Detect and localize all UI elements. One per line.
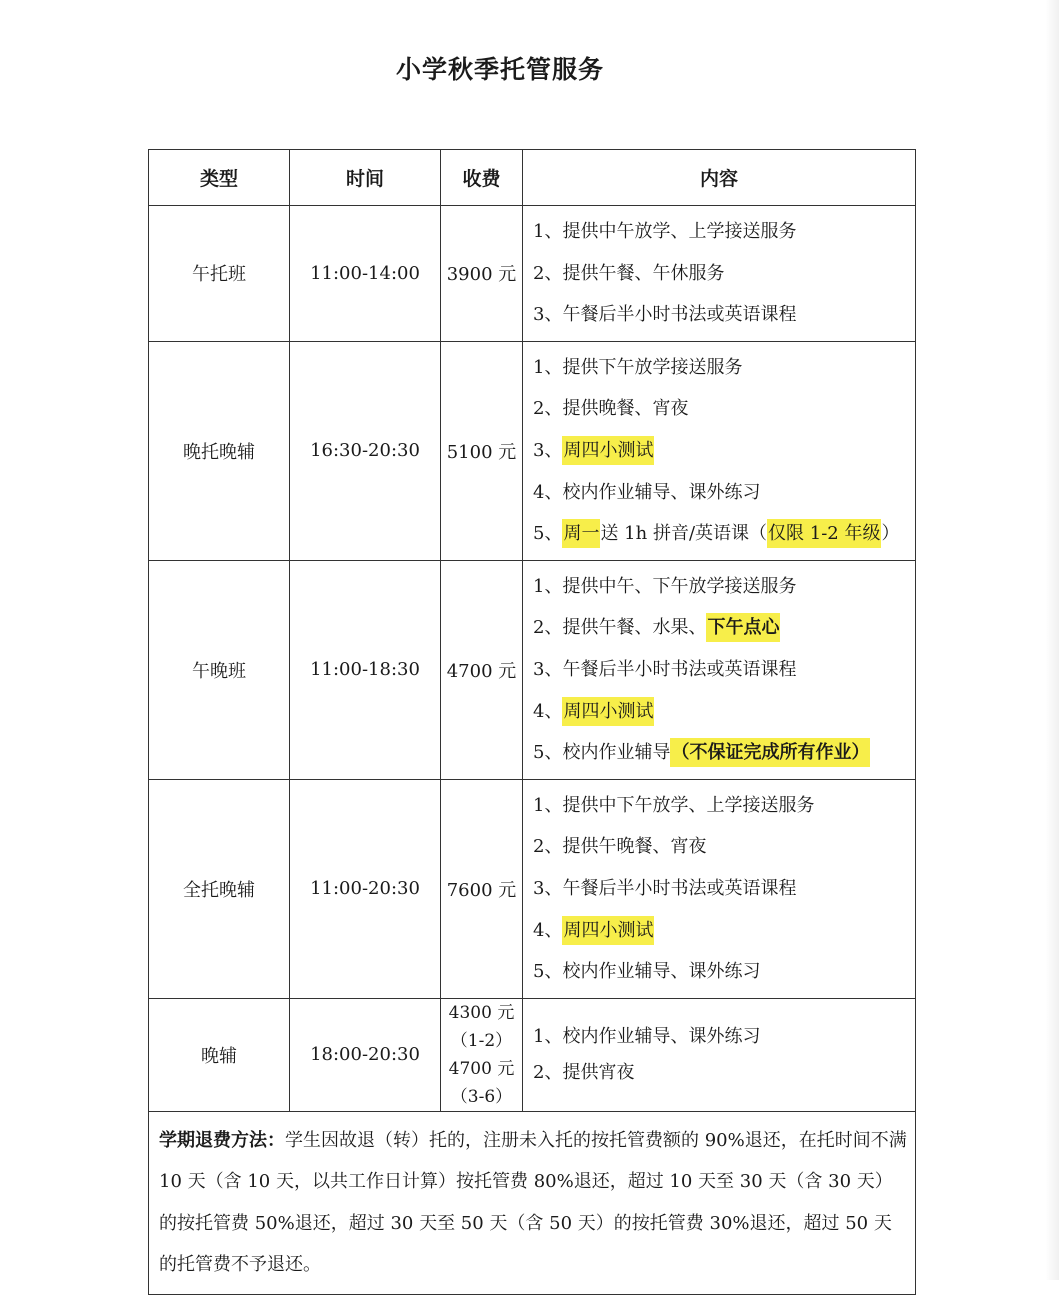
row-fee: 3900 元 — [441, 206, 523, 342]
header-type: 类型 — [149, 150, 290, 206]
row-content — [523, 779, 916, 998]
row-fee: 4700 元 — [441, 560, 523, 779]
row-type: 全托晚辅 — [149, 779, 290, 998]
fee-line: 4300 元 — [448, 1002, 515, 1023]
header-content: 内容 — [523, 150, 916, 206]
list-item: 5、校内作业辅导（不保证完成所有作业） — [533, 732, 915, 774]
table-row — [149, 341, 916, 560]
highlight-mark: 仅限 1-2 年级 — [767, 519, 881, 548]
header-fee: 收费 — [441, 150, 523, 206]
highlight-mark: 周四小测试 — [562, 916, 654, 945]
row-content — [523, 560, 916, 779]
list-item: 2、提供晚餐、宵夜 — [533, 398, 689, 420]
fee-line: （1-2） — [450, 1030, 513, 1051]
list-item: 5、校内作业辅导、课外练习 — [533, 961, 761, 983]
list-item: 3、周四小测试 — [533, 430, 915, 472]
list-item: 5、周一送 1h 拼音/英语课（仅限 1-2 年级） — [533, 513, 915, 555]
row-content — [523, 206, 916, 342]
photo-edge-shadow — [1045, 0, 1059, 1280]
list-item: 1、提供中下午放学、上学接送服务 — [533, 794, 815, 816]
row-fee — [441, 998, 523, 1111]
list-item: 3、午餐后半小时书法或英语课程 — [533, 658, 797, 680]
refund-policy-row — [149, 1111, 916, 1294]
row-time: 11:00-14:00 — [290, 206, 441, 342]
row-fee: 5100 元 — [441, 341, 523, 560]
table-header-row — [149, 150, 916, 206]
refund-policy — [149, 1111, 916, 1294]
list-item: 2、提供午餐、水果、下午点心 — [533, 607, 915, 649]
page-title: 小学秋季托管服务 — [395, 55, 604, 84]
fee-line: 4700 元 — [448, 1058, 515, 1079]
highlight-mark: 周一 — [562, 519, 600, 548]
policy-text: 学生因故退（转）托的，注册未入托的按托管费额的 90%退还，在托时间不满 10 天（含 10 天，以共工作日计算）按托管费 80%退还，超过 10 天至 30 天（含 30 天）的按托管费 50%退还，超过 30 天至 50 天（含 50 天）的按托管费 30%退还，超过 50 天的托管费不予退还。 — [159, 1129, 907, 1276]
row-type: 午托班 — [149, 206, 290, 342]
list-item: 4、周四小测试 — [533, 910, 915, 952]
list-item: 2、提供午晚餐、宵夜 — [533, 836, 707, 858]
list-item: 3、午餐后半小时书法或英语课程 — [533, 877, 797, 899]
list-item: 4、校内作业辅导、课外练习 — [533, 481, 761, 503]
fee-line: （3-6） — [450, 1086, 513, 1107]
list-item: 1、提供中午、下午放学接送服务 — [533, 575, 797, 597]
table-row — [149, 560, 916, 779]
row-content — [523, 998, 916, 1111]
row-type: 晚辅 — [149, 998, 290, 1111]
table-row — [149, 998, 916, 1111]
highlight-mark: （不保证完成所有作业） — [670, 738, 870, 767]
row-type: 晚托晚辅 — [149, 341, 290, 560]
service-table — [148, 149, 916, 1295]
row-time: 11:00-20:30 — [290, 779, 441, 998]
list-item: 4、周四小测试 — [533, 691, 915, 733]
list-item: 1、校内作业辅导、课外练习 — [533, 1025, 761, 1047]
highlight-mark: 周四小测试 — [562, 697, 654, 726]
highlight-mark: 下午点心 — [706, 613, 780, 642]
row-time: 16:30-20:30 — [290, 341, 441, 560]
list-item: 3、午餐后半小时书法或英语课程 — [533, 304, 797, 326]
table-row — [149, 779, 916, 998]
header-time: 时间 — [290, 150, 441, 206]
list-item: 2、提供宵夜 — [533, 1061, 635, 1083]
policy-label: 学期退费方法： — [159, 1129, 285, 1151]
row-content — [523, 341, 916, 560]
row-type: 午晚班 — [149, 560, 290, 779]
row-time: 11:00-18:30 — [290, 560, 441, 779]
list-item: 1、提供下午放学接送服务 — [533, 356, 743, 378]
row-fee: 7600 元 — [441, 779, 523, 998]
highlight-mark: 周四小测试 — [562, 436, 654, 465]
list-item: 2、提供午餐、午休服务 — [533, 262, 725, 284]
row-time: 18:00-20:30 — [290, 998, 441, 1111]
list-item: 1、提供中午放学、上学接送服务 — [533, 221, 797, 242]
table-row — [149, 206, 916, 342]
